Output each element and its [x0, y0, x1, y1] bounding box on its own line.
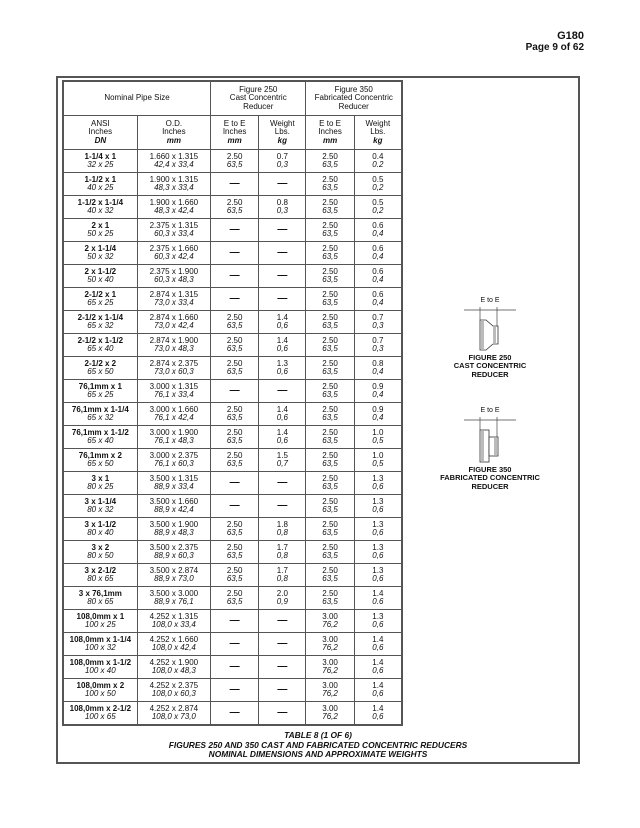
cast-reducer-icon [460, 306, 520, 352]
ansi-cell: 3 x 1-1/2 80 x 40 [63, 518, 137, 541]
od-cell: 3.500 x 1.660 88,9 x 42,4 [137, 495, 210, 518]
od-cell: 3.500 x 3.000 88,9 x 76,1 [137, 587, 210, 610]
cast-weight-cell: 1.4 0,6 [259, 426, 306, 449]
fab-e-to-e-cell: 2.50 63,5 [306, 472, 354, 495]
cast-e-to-e-cell: — [211, 242, 259, 265]
ansi-cell: 2-1/2 x 1-1/4 65 x 32 [63, 311, 137, 334]
cast-e-to-e-cell: — [211, 219, 259, 242]
fab-e-to-e-cell: 3.00 76,2 [306, 610, 354, 633]
ansi-cell: 2 x 1-1/4 50 x 32 [63, 242, 137, 265]
fab-e-to-e-cell: 3.00 76,2 [306, 702, 354, 726]
table-row [63, 449, 402, 472]
table-row [63, 403, 402, 426]
fab-weight-cell: 0.6 0,4 [354, 219, 402, 242]
cast-weight-cell: 1.7 0,8 [259, 541, 306, 564]
table-body [63, 150, 402, 726]
ansi-cell: 76,1mm x 2 65 x 50 [63, 449, 137, 472]
cast-weight-cell: — [259, 656, 306, 679]
od-cell: 3.500 x 2.874 88,9 x 73,0 [137, 564, 210, 587]
fab-e-to-e-cell: 2.50 63,5 [306, 334, 354, 357]
od-cell: 4.252 x 2.375 108,0 x 60,3 [137, 679, 210, 702]
table-row [63, 150, 402, 173]
fab-e-to-e-cell: 2.50 63,5 [306, 311, 354, 334]
fab-weight-cell: 0.9 0,4 [354, 380, 402, 403]
fab-weight-cell: 0.4 0.2 [354, 150, 402, 173]
cast-weight-cell: 1.4 0,6 [259, 403, 306, 426]
od-cell: 2.874 x 1.315 73,0 x 33,4 [137, 288, 210, 311]
cast-e-to-e-cell: 2.50 63,5 [211, 518, 259, 541]
table-row [63, 334, 402, 357]
cast-e-to-e-cell: — [211, 472, 259, 495]
table-row [63, 656, 402, 679]
ansi-cell: 76,1mm x 1 65 x 25 [63, 380, 137, 403]
header-nominal-pipe-size: Nominal Pipe Size [63, 81, 211, 116]
header-figure-350: Figure 350 Fabricated Concentric Reducer [306, 81, 402, 116]
od-cell: 2.375 x 1.315 60,3 x 33,4 [137, 219, 210, 242]
column-header-row [63, 116, 402, 150]
table-row [63, 541, 402, 564]
cast-e-to-e-cell: 2.50 63,5 [211, 449, 259, 472]
cast-weight-cell: — [259, 702, 306, 726]
cast-e-to-e-cell: — [211, 656, 259, 679]
fab-e-to-e-cell: 2.50 63,5 [306, 219, 354, 242]
fab-e-to-e-cell: 2.50 63,5 [306, 265, 354, 288]
cast-weight-cell: 1.3 0,6 [259, 357, 306, 380]
table-caption [56, 731, 580, 760]
fab-weight-cell: 0.6 0,4 [354, 288, 402, 311]
cast-e-to-e-cell: 2.50 63,5 [211, 334, 259, 357]
cast-e-to-e-cell: 2.50 63,5 [211, 426, 259, 449]
fab-e-to-e-cell: 2.50 63,5 [306, 403, 354, 426]
ansi-cell: 3 x 76,1mm 80 x 65 [63, 587, 137, 610]
cast-e-to-e-cell: 2.50 63,5 [211, 564, 259, 587]
table-row [63, 311, 402, 334]
od-cell: 4.252 x 2.874 108,0 x 73,0 [137, 702, 210, 726]
ansi-cell: 108,0mm x 1 100 x 25 [63, 610, 137, 633]
cast-weight-cell: — [259, 610, 306, 633]
od-cell: 2.874 x 2.375 73,0 x 60,3 [137, 357, 210, 380]
figure-350-title: FIGURE 350 [468, 464, 512, 474]
od-cell: 1.660 x 1.315 42,4 x 33,4 [137, 150, 210, 173]
fab-e-to-e-cell: 2.50 63,5 [306, 288, 354, 311]
cast-weight-cell: 1.5 0,7 [259, 449, 306, 472]
group-header-row [63, 81, 402, 116]
fab-e-to-e-cell: 3.00 76,2 [306, 656, 354, 679]
fab-weight-cell: 0.7 0,3 [354, 334, 402, 357]
cast-e-to-e-cell: 2.50 63,5 [211, 311, 259, 334]
cast-weight-cell: — [259, 265, 306, 288]
table-row [63, 633, 402, 656]
fab-weight-cell: 0.5 0,2 [354, 173, 402, 196]
cast-weight-cell: — [259, 495, 306, 518]
fabricated-reducer-icon [460, 416, 520, 464]
column-header: E to E Inches mm [211, 116, 259, 150]
cast-e-to-e-cell: — [211, 288, 259, 311]
ansi-cell: 108,0mm x 1-1/2 100 x 40 [63, 656, 137, 679]
fab-e-to-e-cell: 2.50 63,5 [306, 541, 354, 564]
fab-weight-cell: 0.6 0,4 [354, 242, 402, 265]
fab-e-to-e-cell: 3.00 76,2 [306, 633, 354, 656]
table-row [63, 242, 402, 265]
od-cell: 3.000 x 1.900 76,1 x 48,3 [137, 426, 210, 449]
table-row [63, 518, 402, 541]
cast-e-to-e-cell: 2.50 63,5 [211, 357, 259, 380]
cast-weight-cell: — [259, 242, 306, 265]
fab-e-to-e-cell: 2.50 63,5 [306, 495, 354, 518]
cast-e-to-e-cell: 2.50 63,5 [211, 196, 259, 219]
cast-weight-cell: — [259, 679, 306, 702]
cast-e-to-e-cell: — [211, 265, 259, 288]
column-header: ANSI Inches DN [63, 116, 137, 150]
column-header: E to E Inches mm [306, 116, 354, 150]
od-cell: 1.900 x 1.660 48,3 x 42,4 [137, 196, 210, 219]
od-cell: 2.874 x 1.900 73,0 x 48,3 [137, 334, 210, 357]
fab-weight-cell: 1.0 0,5 [354, 426, 402, 449]
page-number: Page 9 of 62 [525, 42, 584, 53]
table-row [63, 173, 402, 196]
fab-weight-cell: 0.8 0,4 [354, 357, 402, 380]
table-row [63, 380, 402, 403]
e-to-e-label: E to E [480, 407, 500, 414]
table-row [63, 196, 402, 219]
od-cell: 3.500 x 1.900 88,9 x 48,3 [137, 518, 210, 541]
caption-table-number: TABLE 8 (1 OF 6) [284, 730, 352, 740]
fab-weight-cell: 0.5 0,2 [354, 196, 402, 219]
fab-weight-cell: 1.3 0,6 [354, 472, 402, 495]
fab-e-to-e-cell: 2.50 63,5 [306, 587, 354, 610]
table-row [63, 219, 402, 242]
od-cell: 3.000 x 2.375 76,1 x 60,3 [137, 449, 210, 472]
fab-e-to-e-cell: 2.50 63,5 [306, 380, 354, 403]
fab-weight-cell: 1.3 0,6 [354, 495, 402, 518]
cast-e-to-e-cell: — [211, 173, 259, 196]
fab-e-to-e-cell: 2.50 63,5 [306, 426, 354, 449]
table-row [63, 472, 402, 495]
column-header: O.D. Inches mm [137, 116, 210, 150]
cast-weight-cell: — [259, 472, 306, 495]
cast-weight-cell: 1.4 0,6 [259, 311, 306, 334]
fab-weight-cell: 1.4 0,6 [354, 679, 402, 702]
table-row [63, 679, 402, 702]
cast-e-to-e-cell: — [211, 702, 259, 726]
table-row [63, 564, 402, 587]
cast-e-to-e-cell: 2.50 63,5 [211, 541, 259, 564]
ansi-cell: 3 x 2-1/2 80 x 65 [63, 564, 137, 587]
fab-e-to-e-cell: 3.00 76,2 [306, 679, 354, 702]
cast-e-to-e-cell: 2.50 63,5 [211, 150, 259, 173]
table-row [63, 265, 402, 288]
fab-weight-cell: 0.6 0,4 [354, 265, 402, 288]
column-header: Weight Lbs. kg [259, 116, 306, 150]
od-cell: 3.000 x 1.315 76,1 x 33,4 [137, 380, 210, 403]
fab-e-to-e-cell: 2.50 63,5 [306, 518, 354, 541]
figure-250: E to E FIGURE 250 CAST CONCENTRIC REDUCER [430, 296, 550, 379]
caption-subtitle: NOMINAL DIMENSIONS AND APPROXIMATE WEIGHTS [208, 749, 428, 759]
cast-weight-cell: — [259, 288, 306, 311]
fab-weight-cell: 1.3 0,6 [354, 610, 402, 633]
fab-weight-cell: 1.4 0,6 [354, 702, 402, 726]
ansi-cell: 2-1/2 x 2 65 x 50 [63, 357, 137, 380]
ansi-cell: 108,0mm x 2 100 x 50 [63, 679, 137, 702]
cast-weight-cell: 1.8 0,8 [259, 518, 306, 541]
cast-weight-cell: 1.7 0,8 [259, 564, 306, 587]
fab-e-to-e-cell: 2.50 63,5 [306, 196, 354, 219]
table-row [63, 702, 402, 726]
cast-weight-cell: 1.4 0,6 [259, 334, 306, 357]
cast-weight-cell: 2.0 0,9 [259, 587, 306, 610]
fab-weight-cell: 1.3 0,6 [354, 518, 402, 541]
table-row [63, 426, 402, 449]
figure-250-title: FIGURE 250 [468, 352, 512, 362]
e-to-e-label: E to E [480, 297, 500, 304]
fab-weight-cell: 1.4 0,6 [354, 633, 402, 656]
fab-weight-cell: 1.4 0,6 [354, 656, 402, 679]
od-cell: 1.900 x 1.315 48,3 x 33,4 [137, 173, 210, 196]
od-cell: 3.500 x 1.315 88,9 x 33,4 [137, 472, 210, 495]
fab-weight-cell: 0.7 0,3 [354, 311, 402, 334]
cast-weight-cell: — [259, 219, 306, 242]
table-row [63, 610, 402, 633]
ansi-cell: 76,1mm x 1-1/4 65 x 32 [63, 403, 137, 426]
cast-weight-cell: — [259, 633, 306, 656]
od-cell: 4.252 x 1.660 108,0 x 42,4 [137, 633, 210, 656]
od-cell: 2.375 x 1.900 60,3 x 48,3 [137, 265, 210, 288]
ansi-cell: 1-1/4 x 1 32 x 25 [63, 150, 137, 173]
table-row [63, 495, 402, 518]
fab-weight-cell: 0.9 0,4 [354, 403, 402, 426]
cast-weight-cell: 0.8 0,3 [259, 196, 306, 219]
ansi-cell: 2-1/2 x 1 65 x 25 [63, 288, 137, 311]
cast-e-to-e-cell: — [211, 610, 259, 633]
cast-e-to-e-cell: — [211, 633, 259, 656]
header-figure-250: Figure 250 Cast Concentric Reducer [211, 81, 306, 116]
cast-e-to-e-cell: — [211, 380, 259, 403]
cast-weight-cell: 0.7 0,3 [259, 150, 306, 173]
fab-e-to-e-cell: 2.50 63,5 [306, 173, 354, 196]
ansi-cell: 2 x 1-1/2 50 x 40 [63, 265, 137, 288]
caption-title: FIGURES 250 AND 350 CAST AND FABRICATED CONCENTRIC REDUCERS [168, 739, 468, 750]
fab-weight-cell: 1.4 0.6 [354, 587, 402, 610]
od-cell: 3.500 x 2.375 88,9 x 60,3 [137, 541, 210, 564]
page-header [526, 30, 584, 54]
cast-e-to-e-cell: — [211, 679, 259, 702]
fab-e-to-e-cell: 2.50 63,5 [306, 242, 354, 265]
cast-weight-cell: — [259, 173, 306, 196]
od-cell: 2.874 x 1.660 73,0 x 42,4 [137, 311, 210, 334]
od-cell: 4.252 x 1.900 108,0 x 48,3 [137, 656, 210, 679]
ansi-cell: 108,0mm x 2-1/2 100 x 65 [63, 702, 137, 726]
fab-weight-cell: 1.3 0,6 [354, 541, 402, 564]
ansi-cell: 3 x 1 80 x 25 [63, 472, 137, 495]
ansi-cell: 1-1/2 x 1-1/4 40 x 32 [63, 196, 137, 219]
fab-e-to-e-cell: 2.50 63,5 [306, 564, 354, 587]
od-cell: 3.000 x 1.660 76,1 x 42,4 [137, 403, 210, 426]
table-row [63, 357, 402, 380]
fab-e-to-e-cell: 2.50 63,5 [306, 150, 354, 173]
ansi-cell: 3 x 2 80 x 50 [63, 541, 137, 564]
figure-350: E to E FIGURE 350 FABRICATED CONCENTRIC REDUCER [430, 406, 550, 491]
table-row [63, 587, 402, 610]
table-row [63, 288, 402, 311]
fab-e-to-e-cell: 2.50 63,5 [306, 357, 354, 380]
od-cell: 4.252 x 1.315 108,0 x 33,4 [137, 610, 210, 633]
ansi-cell: 108,0mm x 1-1/4 100 x 32 [63, 633, 137, 656]
reducer-dimensions-table [62, 80, 403, 726]
ansi-cell: 1-1/2 x 1 40 x 25 [63, 173, 137, 196]
cast-weight-cell: — [259, 380, 306, 403]
ansi-cell: 76,1mm x 1-1/2 65 x 40 [63, 426, 137, 449]
cast-e-to-e-cell: — [211, 495, 259, 518]
od-cell: 2.375 x 1.660 60,3 x 42,4 [137, 242, 210, 265]
ansi-cell: 3 x 1-1/4 80 x 32 [63, 495, 137, 518]
ansi-cell: 2-1/2 x 1-1/2 65 x 40 [63, 334, 137, 357]
fab-weight-cell: 1.0 0,5 [354, 449, 402, 472]
cast-e-to-e-cell: 2.50 63,5 [211, 403, 259, 426]
cast-e-to-e-cell: 2.50 63,5 [211, 587, 259, 610]
fab-e-to-e-cell: 2.50 63,5 [306, 449, 354, 472]
document-code: G180 [557, 30, 584, 42]
ansi-cell: 2 x 1 50 x 25 [63, 219, 137, 242]
fab-weight-cell: 1.3 0,6 [354, 564, 402, 587]
column-header: Weight Lbs. kg [354, 116, 402, 150]
